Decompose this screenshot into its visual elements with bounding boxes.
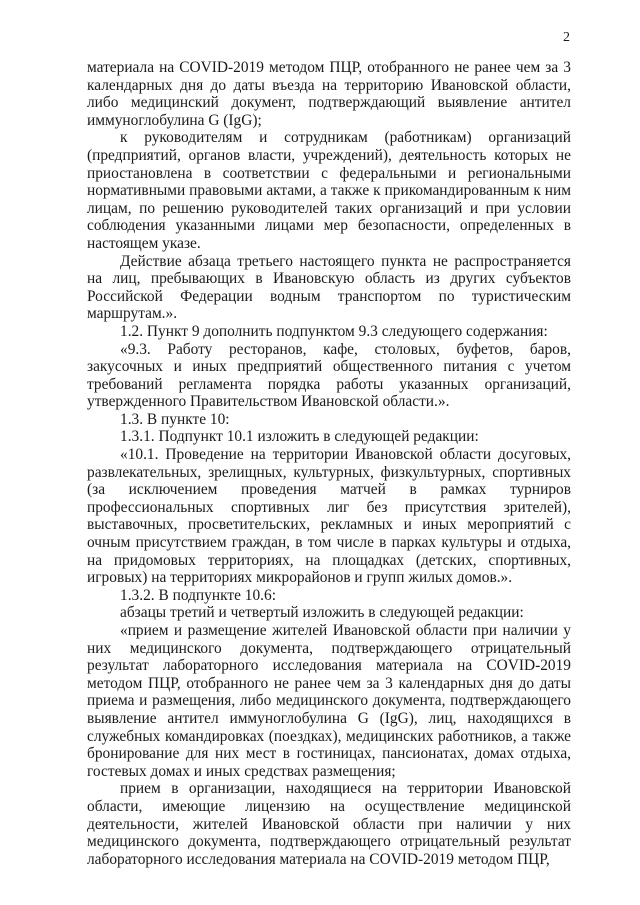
- paragraph: «10.1. Проведение на территории Ивановской области досуговых, развлекательных, зрелищных, культурных, физкультурных, спортивных (за исключением проведения матчей в рамках турниров профессиональных спортивных лиг без присутствия зрителей), выставочных, просветительских, рекламных и иных мероприятий с очным присутствием граждан, в том числе в парках культуры и отдыха, на придомовых территориях, на площадках (детских, спортивных, игровых) на территориях микрорайонов и групп жилых домов.».: [87, 446, 571, 587]
- paragraph: Действие абзаца третьего настоящего пункта не распространяется на лиц, пребывающих в Ивановскую область из других субъектов Российской Федерации водным транспортом по туристическим маршрутам.».: [87, 252, 571, 323]
- paragraph: абзацы третий и четвертый изложить в следующей редакции:: [120, 604, 524, 622]
- paragraph: 1.3.1. Подпункт 10.1 изложить в следующей редакции:: [120, 428, 479, 446]
- document-body: [87, 59, 571, 868]
- paragraph: к руководителям и сотрудникам (работникам) организаций (предприятий, органов власти, учреждений), деятельность которых не приостановлена в соответствии с федеральными и региональными нормативными правовыми актами, а также к прикомандированным к ним лицам, по решению руководителей таких организаций и при условии соблюдения указанными лицами мер безопасности, определенных в настоящем указе.: [87, 129, 571, 252]
- paragraph: 1.2. Пункт 9 дополнить подпунктом 9.3 следующего содержания:: [120, 322, 548, 340]
- page-number: 2: [563, 30, 570, 45]
- paragraph: «прием и размещение жителей Ивановской области при наличии у них медицинского документа, подтверждающего отрицательный результат лабораторного исследования материала на COVID-2019 методом ПЦР, отобранного не ранее чем за 3 календарных дня до даты приема и размещения, либо медицинского документа, подтверждающего выявление антител иммуноглобулина G (IgG), лиц, находящихся в служебных командировках (поездках), медицинских работников, а также бронирование для них мест в гостиницах, пансионатах, домах отдыха, гостевых домах и иных средствах размещения;: [87, 622, 571, 780]
- paragraph: материала на COVID-2019 методом ПЦР, отобранного не ранее чем за 3 календарных дня до даты въезда на территорию Ивановской области, либо медицинский документ, подтверждающий выявление антител иммуноглобулина G (IgG);: [87, 59, 571, 129]
- paragraph: «9.3. Работу ресторанов, кафе, столовых, буфетов, баров, закусочных и иных предприятий общественного питания с учетом требований регламента порядка работы указанных организаций, утвержденного Правительством Ивановской области.».: [87, 340, 571, 411]
- paragraph: 1.3. В пункте 10:: [120, 410, 230, 428]
- paragraph: прием в организации, находящиеся на территории Ивановской области, имеющие лицензию на осуществление медицинской деятельности, жителей Ивановской области при наличии у них медицинского документа, подтверждающего отрицательный результат лабораторного исследования материала на COVID-2019 методом ПЦР,: [87, 780, 571, 868]
- paragraph: 1.3.2. В подпункте 10.6:: [120, 586, 276, 604]
